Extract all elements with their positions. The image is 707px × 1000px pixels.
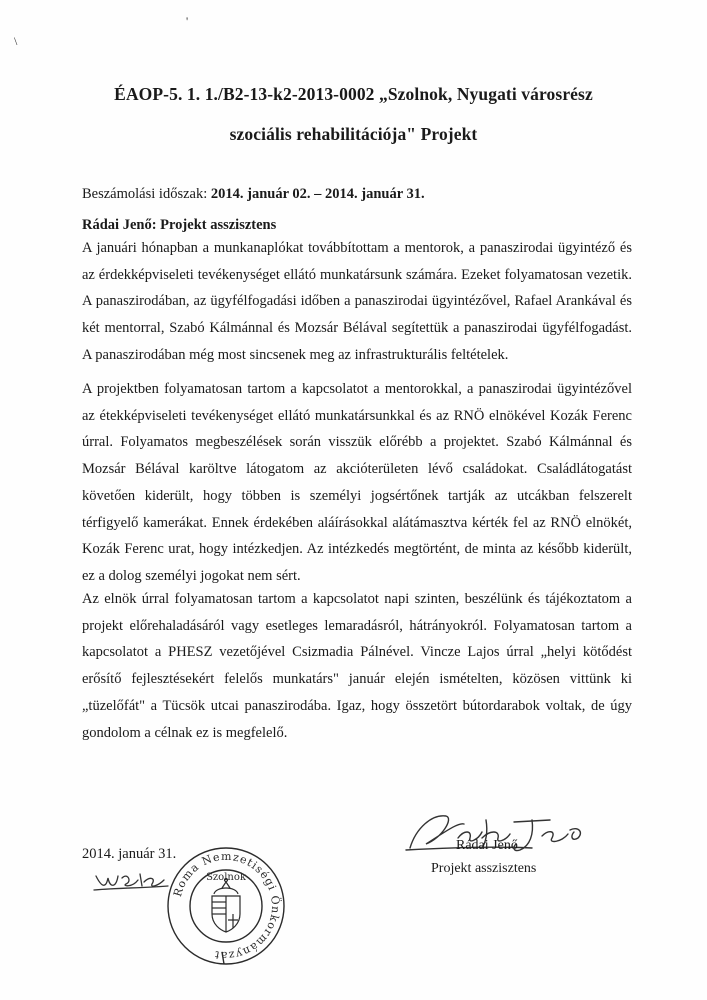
reporting-period [82, 186, 425, 203]
paragraph-line: A projektben folyamatosan tartom a kapcsolatot a mentorokkal, a panaszirodai ügyintézővel [82, 381, 632, 397]
paragraph-line: az érdekképviseleti tevékenységet ellátó munkatársunk számára. Ezeket folyamatosan vezetik. [82, 266, 632, 283]
paragraph-line: ez a dolog személyi jogokat nem sért. [82, 567, 301, 584]
paragraph-3 [82, 586, 632, 746]
paragraph-line: projekt előrehaladásáról vagy esetleges lemaradásról, hátrányokról. Folyamatosan tartom a [82, 617, 632, 634]
paragraph-line: úrral. Folyamatos megbeszélések során visszük előrébb a projektet. Szabó Kálmánnal és [82, 434, 632, 451]
paragraph-line: követően kiderült, hogy többen is személyi jogsértőnek tartják az utcákban felszerelt [82, 487, 632, 504]
scan-mark: \ [14, 34, 18, 48]
paragraph-line: Az elnök úrral folyamatosan tartom a kapcsolatot napi szinten, beszélünk és tájékoztatom a [82, 591, 632, 607]
signer-title: Projekt asszisztens [431, 861, 537, 876]
signer-name: Rádai Jenő [456, 838, 518, 853]
paragraph-line: Mozsár Bélával karöltve látogatom az akcióterületen lévő családokat. Családlátogatást [82, 461, 632, 478]
paragraph-2 [82, 376, 632, 590]
paragraph-line: kapcsolatot a PHESZ vezetőjével Csizmadia Pálnével. Vincze Lajos úrral „helyi kötődést [82, 644, 632, 661]
reporting-period-label: Beszámolási időszak: [82, 186, 211, 202]
document-title-line2: szociális rehabilitációja" Projekt [229, 124, 478, 144]
paragraph-line: térfigyelő kamerákat. Ennek érdekében aláírásokkal alátámasztva kérték fel az RNÖ elnökét, [82, 514, 632, 531]
paragraph-line: A januári hónapban a munkanaplókat továbbítottam a mentorok, a panaszirodai ügyintéző és [82, 240, 632, 256]
paragraph-1 [82, 235, 632, 369]
scan-mark: ' [186, 14, 189, 28]
coat-of-arms-icon [212, 879, 240, 933]
author-heading: Rádai Jenő: Projekt asszisztens [82, 217, 277, 233]
paragraph-line: erősítő fejlesztésekért felelős munkatárs" január elején ismételten, közösen vittünk ki [82, 671, 632, 688]
reporting-period-value: 2014. január 02. – 2014. január 31. [210, 186, 425, 202]
stamp-ring-text: Roma Nemzetiségi Önkormányzat [170, 849, 283, 963]
document-title-line1: ÉAOP-5. 1. 1./B2-13-k2-2013-0002 „Szolnok, Nyugati városrész [114, 84, 593, 104]
handwritten-initials [92, 868, 172, 894]
official-stamp [166, 840, 286, 970]
paragraph-line: Kozák Ferenc urat, hogy intézkedjen. Az intézkedés megtörtént, de minta az később kiderült, [82, 541, 632, 558]
paragraph-line: A panaszirodában, az ügyfélfogadási időben a panaszirodai ügyintézővel, Rafael Arankával és [82, 293, 632, 310]
paragraph-line: az étekképviseleti tevékenységet ellátó munkatársunkkal és az RNÖ elnökével Kozák Ferenc [82, 407, 632, 424]
paragraph-line: gondolom a célnak ez is megfelelő. [82, 724, 288, 741]
paragraph-line: A panaszirodában még most sincsenek meg az infrastrukturális feltételek. [82, 346, 509, 363]
document-date: 2014. január 31. [82, 846, 177, 862]
stamp-city: Szolnok [206, 872, 246, 883]
paragraph-line: „tüzelőfát" a Tücsök utcai panaszirodába. Igaz, hogy összetört bútordarabok voltak, de úgy [82, 697, 632, 714]
paragraph-line: két mentorral, Szabó Kálmánnal és Mozsár Bélával segítettük a panaszirodai ügyfélfogadást. [82, 320, 632, 337]
